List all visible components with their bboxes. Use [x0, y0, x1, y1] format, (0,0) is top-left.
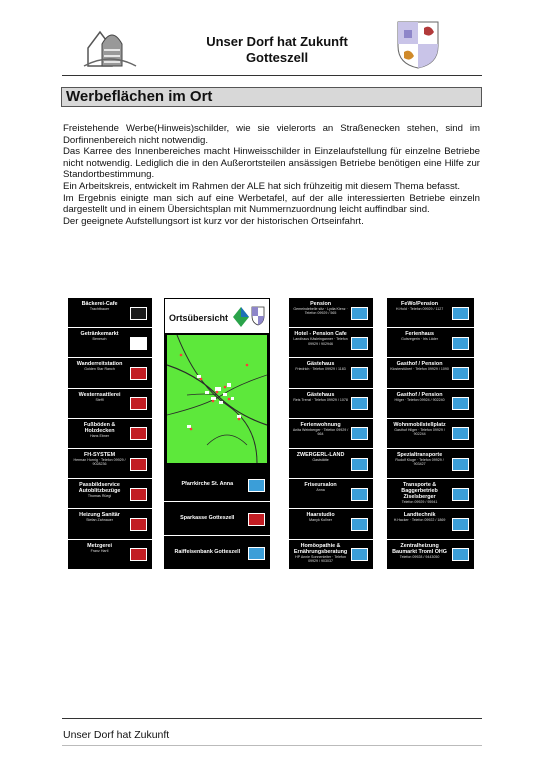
sign-title: Landtechnik: [403, 512, 436, 519]
sign-title: Heizung Sanitär: [79, 512, 120, 519]
sign-subtitle: HP Annie Sonnenleiter · Telefon 09929 / 903037: [295, 554, 346, 563]
sign-name: [292, 361, 349, 371]
signboard-image: [68, 298, 475, 568]
sign-panel: [68, 479, 152, 509]
sign-title: Zentralheizung Baumarkt Troml OHG: [392, 542, 447, 555]
sign-title: Transporte & Baggerbetrieb Ziselsberger: [401, 482, 438, 501]
sign-name: [71, 392, 128, 402]
sign-panel: [289, 328, 373, 358]
sign-name: [71, 422, 128, 438]
sign-title: Ferienwohnung: [300, 421, 341, 428]
sign-title: Gästehaus: [306, 391, 335, 398]
sign-subtitle: H.Hacker · Telefon 09922 / 1869: [393, 518, 446, 523]
sign-subtitle: Thomas Rüegl: [87, 494, 112, 499]
sign-title: Friseursalon: [304, 482, 337, 489]
map-header: [164, 298, 270, 334]
leaf-icon: [351, 548, 368, 561]
sign-panel: [289, 298, 373, 328]
sign-name: [390, 361, 449, 371]
house-icon: [351, 427, 368, 440]
sign-name: [71, 512, 128, 522]
sign-subtitle: Telefon 09928 / 9443050: [399, 554, 440, 559]
sign-panel: [68, 328, 152, 358]
sign-subtitle: Manyk Kollner: [309, 518, 332, 523]
drinks-logo-icon: [130, 337, 147, 350]
sign-title: Hotel - Pension Cafe: [294, 331, 347, 338]
camper-icon: [452, 427, 469, 440]
sign-subtitle: Trachtbauer: [89, 307, 110, 311]
sign-subtitle: Reis Trenzl · Telefon 09929 / 1078: [293, 397, 348, 402]
bed-icon: [351, 397, 368, 410]
coat-of-arms-small-icon: [251, 306, 265, 326]
signboard-column-map: [164, 298, 270, 570]
sign-subtitle: Steffl: [95, 397, 104, 402]
sign-title: FeWo/Pension: [401, 301, 439, 307]
tools-icon: [130, 518, 147, 531]
bread-icon: [130, 307, 147, 320]
sign-subtitle: Hilger · Telefon 09924 / 902240: [394, 397, 445, 402]
sign-title: Metzgerei: [87, 542, 112, 549]
sign-subtitle: H.Hold · Telefon 09929 / 1127: [395, 307, 444, 311]
sign-title: Homöopathie & Ernährungsberatung: [293, 542, 348, 555]
sign-subtitle: Anna: [316, 488, 325, 493]
sign-subtitle: Hans Ebner: [90, 433, 110, 438]
sign-panel: [68, 509, 152, 539]
sign-title: Passbildservice Autoblitzbezüge: [78, 482, 121, 495]
sign-panel: [289, 419, 373, 449]
sign-name: [292, 452, 349, 462]
sign-title: Ferienhaus: [405, 331, 434, 338]
sign-name: [71, 543, 128, 553]
paragraph: Im Ergebnis einigte man sich auf eine Werbetafel, auf der alle interessierten Betriebe einzeln dargestellt und in einem Übersichtsplan mit Nummernzuordnung leicht auffindbar sind.: [63, 192, 480, 216]
sign-title: Wanderreitstation: [76, 361, 123, 368]
sign-panel: [164, 468, 270, 502]
sign-subtitle: Klosterstüberl · Telefon 09929 / 1090: [390, 367, 449, 372]
sign-title: Fußböden & Holzdecken: [83, 421, 116, 434]
sign-panel: [387, 449, 474, 479]
sign-name: [292, 392, 349, 402]
sign-subtitle: Stefan Zahnauer: [86, 518, 113, 523]
sparkasse-icon: [248, 513, 265, 526]
sign-name: [390, 482, 449, 504]
sign-title: Gasthof / Pension: [396, 391, 443, 398]
sign-title: Wohnmobilstellplatz: [393, 421, 446, 428]
sign-subtitle: Friedrich · Telefon 09929 / 1183: [295, 367, 346, 372]
sign-name: [292, 543, 349, 564]
sign-name: [390, 392, 449, 402]
floor-icon: [130, 427, 147, 440]
sign-title: Gästehaus: [306, 361, 335, 368]
excavator-icon: [452, 488, 469, 501]
sign-subtitle: Franz Hartl: [90, 548, 109, 553]
sign-title: FH-SYSTEM: [83, 452, 116, 458]
sign-title: Getränkemarkt: [80, 331, 119, 338]
sign-panel: [387, 479, 474, 509]
sign-subtitle: Gasthof Hilger · Telefon 09929 / 902244: [394, 427, 445, 437]
signboard-column-4: [387, 298, 474, 570]
screen-icon: [130, 458, 147, 471]
signboard-column-3: [289, 298, 373, 570]
sign-panel: [164, 502, 270, 536]
sign-name: [71, 331, 128, 341]
sign-title: Raiffeisenbank Gotteszell: [174, 549, 241, 555]
scissors-icon: [351, 488, 368, 501]
footer-text: Unser Dorf hat Zukunft: [63, 729, 170, 741]
sign-panel: [387, 328, 474, 358]
sign-panel: [68, 419, 152, 449]
sign-panel: [387, 298, 474, 328]
sign-title: Haarstudio: [306, 512, 335, 519]
sign-panel: [387, 540, 474, 570]
sign-panel: [289, 540, 373, 570]
sign-panel: [68, 540, 152, 570]
paragraph: Das Karree des Innenbereiches macht Hinweisschilder in Einzelaufstellung für einzelne Betriebe nicht notwendig. Lediglich die in den Außerortsteilen ansässigen Betriebe benötigen eine Hilfe zur Standortbestimmung.: [63, 146, 480, 181]
map-title: Ortsübersicht: [169, 313, 229, 323]
footer-rule-bottom: [62, 745, 482, 746]
sign-panel: [387, 419, 474, 449]
sign-subtitle: Benesch: [92, 337, 107, 342]
sign-panel: [289, 509, 373, 539]
heater-icon: [452, 548, 469, 561]
village-map-roads: [167, 335, 267, 463]
sign-subtitle: Anita Weinberger · Telefon 09929 / 664: [292, 427, 349, 437]
sign-panel: [68, 449, 152, 479]
sign-name: [71, 482, 128, 498]
sign-subtitle: Gaststätte: [312, 458, 329, 462]
header-rule: [62, 75, 482, 76]
church-photo-icon: [248, 479, 265, 492]
sign-name: [390, 422, 449, 437]
section-title: Werbeflächen im Ort: [61, 87, 482, 107]
sign-subtitle: Landhaus Käsleinganner · Telefon 09929 / 902946: [293, 337, 348, 346]
body-text: [63, 123, 480, 227]
sign-name: [71, 301, 128, 311]
cup-icon: [351, 458, 368, 471]
village-map: [167, 335, 267, 463]
village-logo-icon: [80, 22, 138, 70]
sign-panel: [289, 389, 373, 419]
sign-title: Westernsattlerei: [78, 391, 121, 398]
bed-icon: [452, 397, 469, 410]
sign-panel: [387, 509, 474, 539]
sign-panel: [68, 389, 152, 419]
sign-name: [292, 422, 349, 437]
sign-name: [292, 512, 349, 522]
header-title: Unser Dorf hat Zukunft: [206, 34, 348, 49]
sign-title: Bäckerei-Cafe: [81, 301, 118, 307]
sign-panel: [387, 389, 474, 419]
paragraph: Der geeignete Aufstellungsort ist kurz vor der historischen Ortseinfahrt.: [63, 215, 364, 227]
page-header: [62, 18, 482, 74]
sign-subtitle: Gemeindebelle sitz · Lydia Kienz · Telefon 09929 / 565: [293, 307, 348, 316]
sign-name: [390, 301, 449, 311]
bed-icon: [452, 367, 469, 380]
paragraph: Freistehende Werbe(Hinweis)schilder, wie sie vielerorts an Straßenecken stehen, sind im Dorfinnenbereich nicht notwendig.: [63, 123, 480, 146]
footer-rule: [62, 718, 482, 719]
sign-name: [390, 331, 449, 341]
sign-name: [71, 361, 128, 371]
knife-fork-icon: [130, 548, 147, 561]
sign-name: [390, 512, 449, 522]
sign-name: [292, 482, 349, 492]
comb-icon: [351, 518, 368, 531]
sign-subtitle: Golden Star Ranch: [84, 367, 115, 372]
sign-subtitle: Gutsregerin · Iris Läder: [401, 337, 439, 342]
sign-name: [390, 543, 449, 559]
house-icon: [452, 337, 469, 350]
sign-panel: [289, 358, 373, 388]
sign-title: Pfarrkirche St. Anna: [181, 481, 234, 487]
sign-name: [71, 452, 128, 467]
coat-of-arms-icon: [396, 20, 440, 70]
horse-icon: [130, 367, 147, 380]
sign-title: Gasthof / Pension: [396, 361, 443, 368]
sign-name: [292, 331, 349, 346]
saddle-icon: [130, 397, 147, 410]
truck-icon: [452, 458, 469, 471]
bed-icon: [351, 367, 368, 380]
sign-title: ZWERGERL-LAND: [296, 452, 345, 458]
raiffeisen-icon: [248, 547, 265, 560]
sign-subtitle: Herman Hornig · Telefon 09929 / 9028236: [73, 458, 126, 467]
sign-name: [390, 452, 449, 467]
sign-title: Pension: [310, 301, 332, 307]
sign-panel: [68, 358, 152, 388]
sign-panel: [387, 358, 474, 388]
sign-title: Sparkasse Gotteszell: [180, 515, 235, 521]
sign-panel: [289, 449, 373, 479]
sign-title: Spezialtransporte: [396, 452, 443, 458]
sign-panel: [164, 536, 270, 570]
bed-icon: [452, 307, 469, 320]
signboard-column-1: [68, 298, 152, 570]
sign-subtitle: Rudolf Kluge · Telefon 09929 / 903427: [395, 458, 444, 467]
bed-icon: [351, 337, 368, 350]
diamond-logo-icon: [233, 307, 249, 327]
paragraph: Ein Arbeitskreis, entwickelt im Rahmen der ALE hat sich frühzeitig mit diesem Thema befasst.: [63, 180, 461, 192]
sign-name: [292, 301, 349, 316]
camera-icon: [130, 488, 147, 501]
sign-panel: [68, 298, 152, 328]
sign-subtitle: Telefon 09929 / 95941: [401, 500, 438, 505]
sign-panel: [289, 479, 373, 509]
header-subtitle: Gotteszell: [245, 50, 309, 65]
bed-icon: [351, 307, 368, 320]
tractor-icon: [452, 518, 469, 531]
